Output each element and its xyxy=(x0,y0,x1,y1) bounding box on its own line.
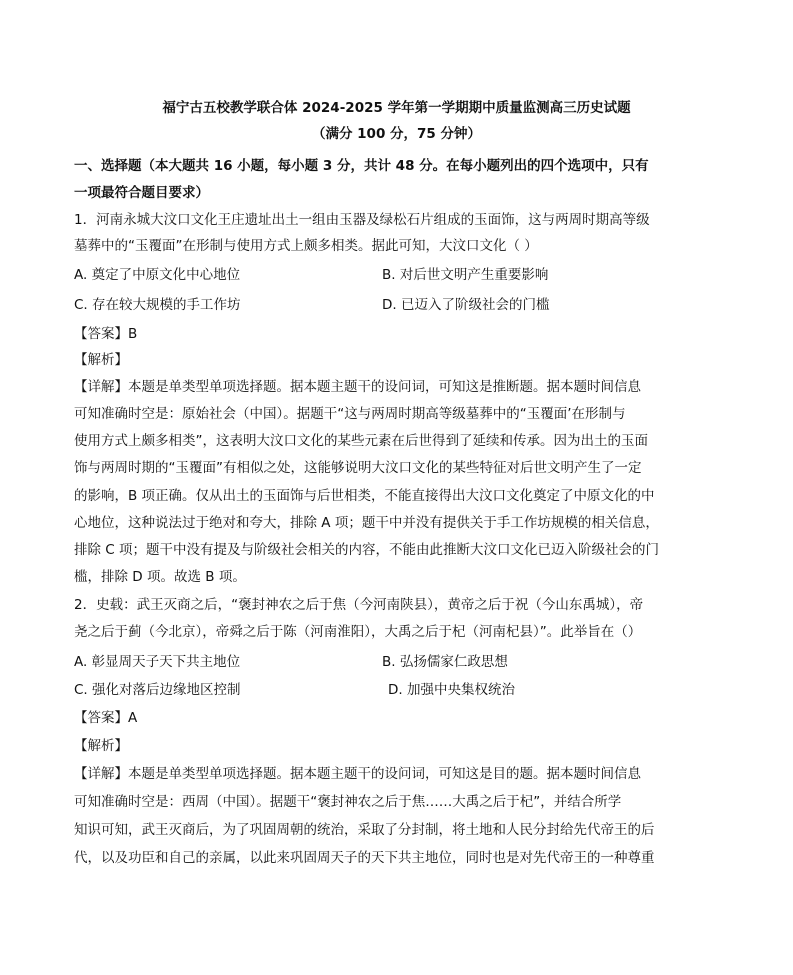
q1-detail-line: 排除 C 项；题干中没有提及与阶级社会相关的内容，不能由此推断大汶口文化已迈入阶级社会的门 xyxy=(74,542,660,558)
section-heading-line1: 一、选择题（本大题共 16 小题，每小题 3 分，共计 48 分。在每小题列出的四个选项中，只有 xyxy=(74,158,649,174)
q1-option-c: C. 存在较大规模的手工作坊 xyxy=(74,297,241,313)
q2-option-d: D. 加强中央集权统治 xyxy=(388,682,515,698)
q2-detail-line: 【详解】本题是单类型单项选择题。据本题主题干的设问词，可知这是目的题。据本题时间信息 xyxy=(74,766,641,782)
q2-detail-line: 代，以及功臣和自己的亲属，以此来巩固周天子的天下共主地位，同时也是对先代帝王的一种尊重 xyxy=(74,850,655,866)
q2-option-c: C. 强化对落后边缘地区控制 xyxy=(74,682,241,698)
exam-subtitle: （满分 100 分，75 分钟） xyxy=(311,126,482,142)
q1-stem-line2: 墓葬中的“玉覆面”在形制与使用方式上颇多相类。据此可知，大汶口文化（ ） xyxy=(74,238,538,254)
q1-detail-line: 饰与两周时期的“玉覆面”有相似之处，这能够说明大汶口文化的某些特征对后世文明产生了一定 xyxy=(74,460,642,476)
q1-detail-line: 可知准确时空是：原始社会（中国）。据题干“这与两周时期高等级墓葬中的“玉覆面’在形制与 xyxy=(74,406,626,422)
q1-detail-line: 【详解】本题是单类型单项选择题。据本题主题干的设问词，可知这是推断题。据本题时间信息 xyxy=(74,379,641,395)
q1-option-b: B. 对后世文明产生重要影响 xyxy=(382,267,549,283)
q2-stem-line1: 2．史载：武王灭商之后，“褒封神农之后于焦（今河南陕县），黄帝之后于祝（今山东禹城），帝 xyxy=(74,597,644,613)
exam-title: 福宁古五校教学联合体 2024-2025 学年第一学期期中质量监测高三历史试题 xyxy=(162,100,631,116)
q2-analysis-label: 【解析】 xyxy=(74,738,128,754)
q2-detail-line: 知识可知，武王灭商后，为了巩固周朝的统治，采取了分封制，将土地和人民分封给先代帝王的后 xyxy=(74,822,655,838)
q2-option-a: A. 彰显周天子天下共主地位 xyxy=(74,654,241,670)
q1-analysis-label: 【解析】 xyxy=(74,352,128,368)
section-heading-line2: 一项最符合题目要求） xyxy=(74,185,209,201)
q2-answer: 【答案】A xyxy=(74,710,138,726)
q1-answer: 【答案】B xyxy=(74,326,138,342)
q1-detail-line: 心地位，这种说法过于绝对和夸大，排除 A 项；题干中并没有提供关于手工作坊规模的相关信息， xyxy=(74,515,659,531)
q1-option-a: A. 奠定了中原文化中心地位 xyxy=(74,267,241,283)
q1-detail-line: 的影响，B 项正确。仅从出土的玉面饰与后世相类，不能直接得出大汶口文化奠定了中原文化的中 xyxy=(74,488,655,504)
q1-option-d: D. 已迈入了阶级社会的门槛 xyxy=(382,297,550,313)
q2-detail-line: 可知准确时空是：西周（中国）。据题干“褒封神农之后于焦……大禹之后于杞”，并结合所学 xyxy=(74,794,622,810)
q1-stem-line1: 1．河南永城大汶口文化王庄遗址出土一组由玉器及绿松石片组成的玉面饰，这与两周时期高等级 xyxy=(74,212,650,228)
q1-detail-line: 槛，排除 D 项。故选 B 项。 xyxy=(74,569,246,585)
q2-option-b: B. 弘扬儒家仁政思想 xyxy=(382,654,508,670)
q1-detail-line: 使用方式上颇多相类”，这表明大汶口文化的某些元素在后世得到了延续和传承。因为出土的玉面 xyxy=(74,433,648,449)
q2-stem-line2: 尧之后于蓟（今北京），帝舜之后于陈（河南淮阳），大禹之后于杞（河南杞县）”。此举旨在（） xyxy=(74,624,642,640)
